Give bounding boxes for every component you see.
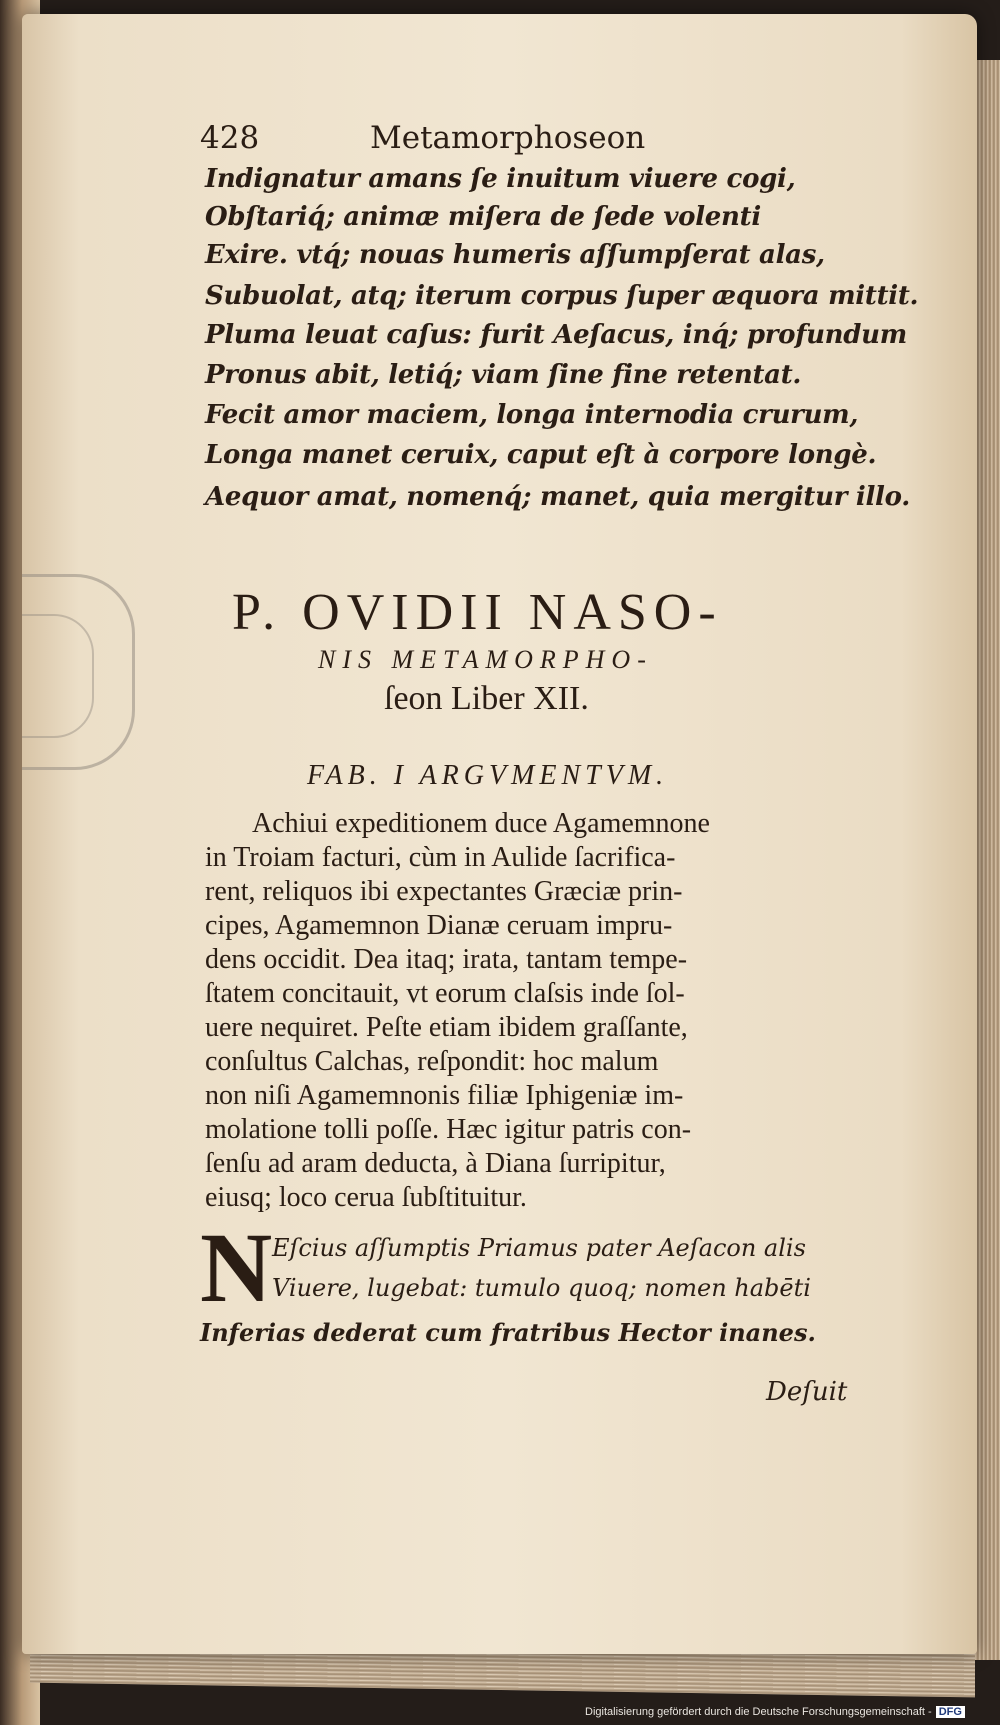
argument-line: dens occidit. Dea itaq; irata, tantam tempe- — [205, 944, 688, 975]
argument-line: ſenſu ad aram deducta, à Diana ſurripitur, — [205, 1148, 666, 1179]
verse-line: Pronus abit, letiq́; viam ſine fine retentat. — [205, 360, 802, 390]
verse-line: Fecit amor maciem, longa internodia crurum, — [205, 400, 859, 430]
opening-verse-line: Eſcius aſſumptis Priamus pater Aeſacon alis — [272, 1234, 806, 1262]
digitization-credit — [585, 1706, 965, 1718]
argument-line: ſtatem concitauit, vt eorum claſsis inde ſol- — [205, 978, 685, 1009]
argument-line: uere nequiret. Peſte etiam ibidem graſſante, — [205, 1012, 688, 1043]
verse-line: Exire. vtq́; nouas humeris aſſumpſerat alas, — [205, 240, 825, 270]
verse-line: Indignatur amans ſe inuitum viuere cogi, — [205, 164, 796, 194]
verse-line: Obſtariq́; animæ miſera de ſede volenti — [205, 202, 761, 232]
fable-heading: FAB. I ARGVMENTVM. — [307, 760, 669, 791]
page-number: 428 — [200, 120, 260, 156]
opening-verse-line: Inferias dederat cum fratribus Hector inanes. — [200, 1318, 816, 1347]
argument-line: cipes, Agamemnon Dianæ ceruam impru- — [205, 910, 673, 941]
argument-line: rent, reliquos ibi expectantes Græciæ prin- — [205, 876, 683, 907]
argument-line: non niſi Agamemnonis filiæ Iphigeniæ im- — [205, 1080, 684, 1111]
argument-line: molatione tolli poſſe. Hæc igitur patris con- — [205, 1114, 692, 1145]
opening-verse-line: Viuere, lugebat: tumulo quoq; nomen habēti — [272, 1274, 811, 1302]
argument-line: Achiui expeditionem duce Agamemnone — [252, 808, 710, 839]
verse-line: Subuolat, atq; iterum corpus ſuper æquora mittit. — [205, 281, 919, 311]
argument-line: in Troiam facturi, cùm in Aulide ſacrifica- — [205, 842, 676, 873]
book-title-line-1: P. OVIDII NASO- — [232, 584, 723, 641]
drop-capital: N — [200, 1212, 273, 1323]
verse-line: Longa manet ceruix, caput eſt à corpore longè. — [205, 440, 877, 470]
running-title: Metamorphoseon — [370, 120, 646, 156]
argument-line: conſultus Calchas, reſpondit: hoc malum — [205, 1046, 659, 1077]
book-title-line-3: ſeon Liber XII. — [384, 680, 589, 717]
argument-line: eiusq; loco cerua ſubſtituitur. — [205, 1182, 527, 1213]
catchword: Deſuit — [766, 1377, 848, 1407]
page-clip-inner — [22, 614, 94, 738]
dfg-logo: DFG — [936, 1706, 965, 1718]
verse-line: Pluma leuat caſus: furit Aeſacus, inq́; profundum — [205, 320, 907, 350]
verse-line: Aequor amat, nomenq́; manet, quia mergitur illo. — [205, 482, 910, 512]
book-title-line-2: NIS METAMORPHO- — [318, 645, 653, 674]
credit-text: Digitalisierung gefördert durch die Deutsche Forschungsgemeinschaft - — [585, 1706, 932, 1718]
